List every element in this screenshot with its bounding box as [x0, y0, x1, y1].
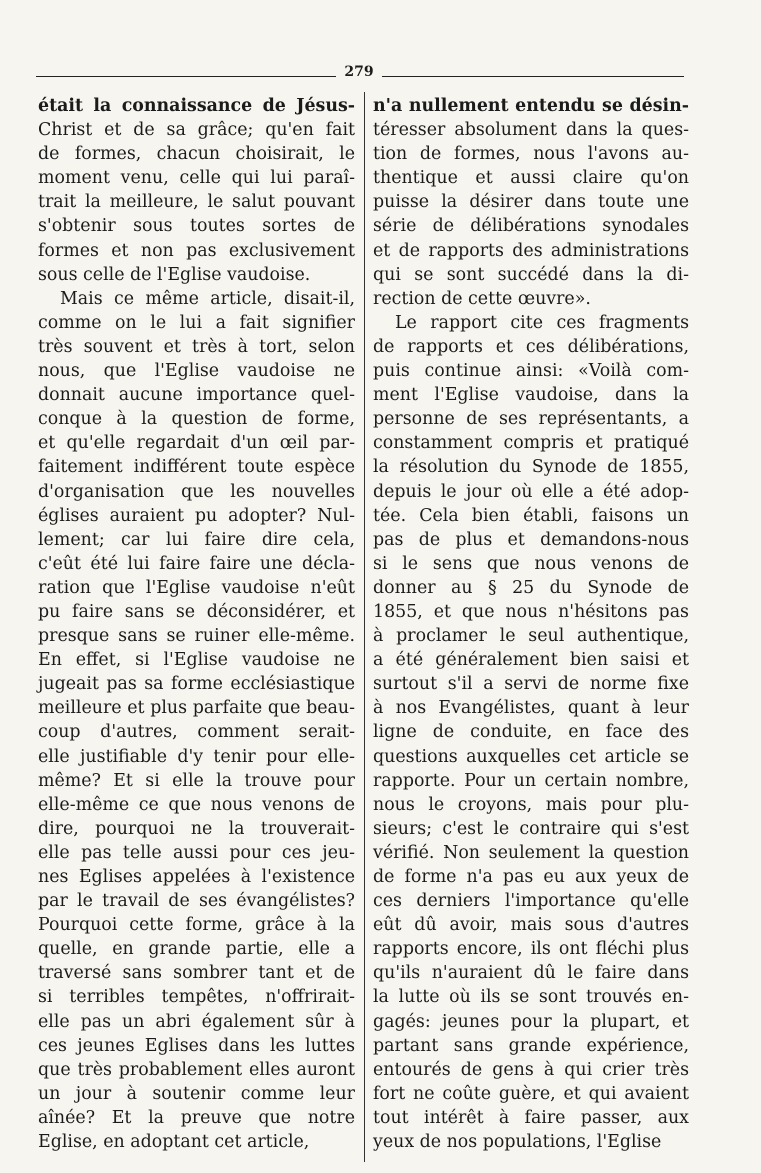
- text-line: nes Eglises appelées à l'existence: [38, 867, 355, 887]
- left-column: [38, 94, 355, 1154]
- text-line: traversé sans sombrer tant et de: [38, 963, 355, 984]
- text-line: sous celle de l'Eglise vaudoise.: [38, 264, 311, 285]
- text-line: rapporte. Pour un certain nombre,: [373, 770, 689, 791]
- text-line: partant sans grande expérience,: [373, 1035, 689, 1056]
- text-line: En effet, si l'Eglise vaudoise ne: [38, 650, 355, 671]
- text-line: que très probablement elles auront: [38, 1059, 355, 1080]
- text-line: tion de formes, nous l'avons au-: [373, 144, 689, 165]
- page-header: [36, 64, 684, 86]
- text-line: personne de ses représentants, a: [373, 409, 689, 430]
- text-line: tée. Cela bien établi, faisons un: [373, 505, 689, 526]
- text-line: surtout s'il a servi de norme fixe: [373, 674, 689, 695]
- text-line: dire, pourquoi ne la trouverait-: [38, 818, 355, 839]
- text-line: de formes, chacun choisirait, le: [38, 144, 355, 165]
- text-line: Pourquoi cette forme, grâce à la: [38, 915, 355, 936]
- header-rule-right: [382, 76, 684, 77]
- text-line: aînée? Et la preuve que notre: [38, 1107, 355, 1128]
- text-line: entourés de gens à qui crier très: [373, 1059, 689, 1080]
- text-line: la lutte où ils se sont trouvés en-: [373, 987, 689, 1008]
- text-line: Mais ce même article, disait-il,: [60, 288, 355, 309]
- text-line: de rapports et ces délibérations,: [373, 336, 689, 357]
- text-line: un jour à soutenir comme leur: [38, 1083, 355, 1104]
- text-line: ces jeunes Eglises dans les luttes: [38, 1035, 355, 1056]
- text-line: moment venu, celle qui lui paraî-: [38, 168, 355, 189]
- text-line: elle justifiable d'y tenir pour elle-: [38, 746, 355, 767]
- text-line: elle pas un abri également sûr à: [38, 1011, 355, 1032]
- text-line: gagés: jeunes pour la plupart, et: [373, 1011, 689, 1032]
- text-line: quelle, en grande partie, elle a: [38, 939, 355, 960]
- text-line: eût dû avoir, mais sous d'autres: [373, 915, 689, 936]
- text-line: lement; car lui faire dire cela,: [38, 529, 355, 550]
- text-line: ment l'Eglise vaudoise, dans la: [373, 385, 689, 406]
- text-line: vérifié. Non seulement la question: [373, 842, 689, 863]
- text-line: faitement indifférent toute espèce: [38, 457, 355, 478]
- text-line: églises auraient pu adopter? Nul-: [38, 505, 355, 526]
- text-line: formes et non pas exclusivement: [38, 240, 355, 261]
- text-line: nous le croyons, mais pour plu-: [373, 794, 689, 815]
- text-line: et de rapports des administrations: [373, 240, 689, 261]
- right-column: [373, 94, 689, 1154]
- text-line: questions auxquelles cet article se: [373, 746, 689, 767]
- text-line: même? Et si elle la trouve pour: [38, 770, 355, 791]
- text-line: yeux de nos populations, l'Eglise: [373, 1132, 662, 1153]
- text-line: était la connaissance de Jésus-: [38, 96, 355, 116]
- text-line: c'eût été lui faire faire une décla-: [38, 553, 355, 574]
- text-line: donnait aucune importance quel-: [38, 385, 355, 406]
- text-line: comme on le lui a fait signifier: [38, 312, 355, 333]
- text-line: s'obtenir sous toutes sortes de: [38, 216, 355, 237]
- text-line: donner au § 25 du Synode de: [373, 577, 689, 598]
- page-number: 279: [344, 64, 374, 80]
- text-line: d'organisation que les nouvelles: [38, 481, 355, 502]
- text-line: à proclamer le seul authentique,: [373, 626, 689, 647]
- text-line: à nos Evangélistes, quant à leur: [373, 698, 689, 719]
- text-line: série de délibérations synodales: [373, 216, 689, 237]
- text-line: presque sans se ruiner elle-même.: [38, 626, 355, 647]
- text-line: puisse la désirer dans toute une: [373, 192, 689, 213]
- text-line: thentique et aussi claire qu'on: [373, 168, 689, 189]
- text-line: si le sens que nous venons de: [373, 553, 689, 574]
- text-line: ligne de conduite, en face des: [373, 722, 689, 743]
- text-line: qu'ils n'auraient dû le faire dans: [373, 963, 689, 984]
- text-line: meilleure et plus parfaite que beau-: [38, 698, 355, 719]
- text-line: qui se sont succédé dans la di-: [373, 264, 689, 285]
- text-line: ces derniers l'importance qu'elle: [373, 891, 689, 912]
- text-line: n'a nullement entendu se désin-: [373, 96, 689, 116]
- text-line: pu faire sans se déconsidérer, et: [38, 601, 355, 622]
- text-line: Eglise, en adoptant cet article,: [38, 1132, 310, 1153]
- text-line: constamment compris et pratiqué: [373, 433, 689, 454]
- text-line: par le travail de ses évangélistes?: [38, 891, 355, 912]
- text-line: 1855, et que nous n'hésitons pas: [373, 601, 689, 622]
- text-line: rapports encore, ils ont fléchi plus: [373, 939, 689, 960]
- text-line: et qu'elle regardait d'un œil par-: [38, 433, 355, 454]
- text-line: très souvent et très à tort, selon: [38, 336, 355, 357]
- text-line: elle pas telle aussi pour ces jeu-: [38, 842, 355, 863]
- text-line: pas de plus et demandons-nous: [373, 529, 689, 550]
- text-line: Le rapport cite ces fragments: [395, 312, 689, 333]
- text-line: coup d'autres, comment serait-: [38, 722, 355, 743]
- text-line: puis continue ainsi: «Voilà com-: [373, 361, 689, 382]
- text-line: si terribles tempêtes, n'offrirait-: [38, 987, 355, 1008]
- text-line: tout intérêt à faire passer, aux: [373, 1107, 689, 1128]
- text-line: téresser absolument dans la ques-: [373, 120, 689, 141]
- text-line: nous, que l'Eglise vaudoise ne: [38, 361, 355, 382]
- text-line: rection de cette œuvre».: [373, 288, 591, 309]
- column-divider: [364, 92, 365, 1162]
- text-line: la résolution du Synode de 1855,: [373, 457, 689, 478]
- text-line: fort ne coûte guère, et qui avaient: [373, 1083, 689, 1104]
- text-line: conque à la question de forme,: [38, 409, 355, 430]
- text-line: de forme n'a pas eu aux yeux de: [373, 867, 689, 887]
- text-line: jugeait pas sa forme ecclésiastique: [38, 674, 355, 695]
- header-rule-left: [36, 76, 336, 77]
- text-line: a été généralement bien saisi et: [373, 650, 689, 671]
- text-line: trait la meilleure, le salut pouvant: [38, 192, 355, 213]
- text-line: Christ et de sa grâce; qu'en fait: [38, 120, 355, 141]
- text-line: ration que l'Eglise vaudoise n'eût: [38, 577, 355, 598]
- text-line: elle-même ce que nous venons de: [38, 794, 355, 815]
- text-line: depuis le jour où elle a été adop-: [373, 481, 689, 502]
- text-line: sieurs; c'est le contraire qui s'est: [373, 818, 689, 839]
